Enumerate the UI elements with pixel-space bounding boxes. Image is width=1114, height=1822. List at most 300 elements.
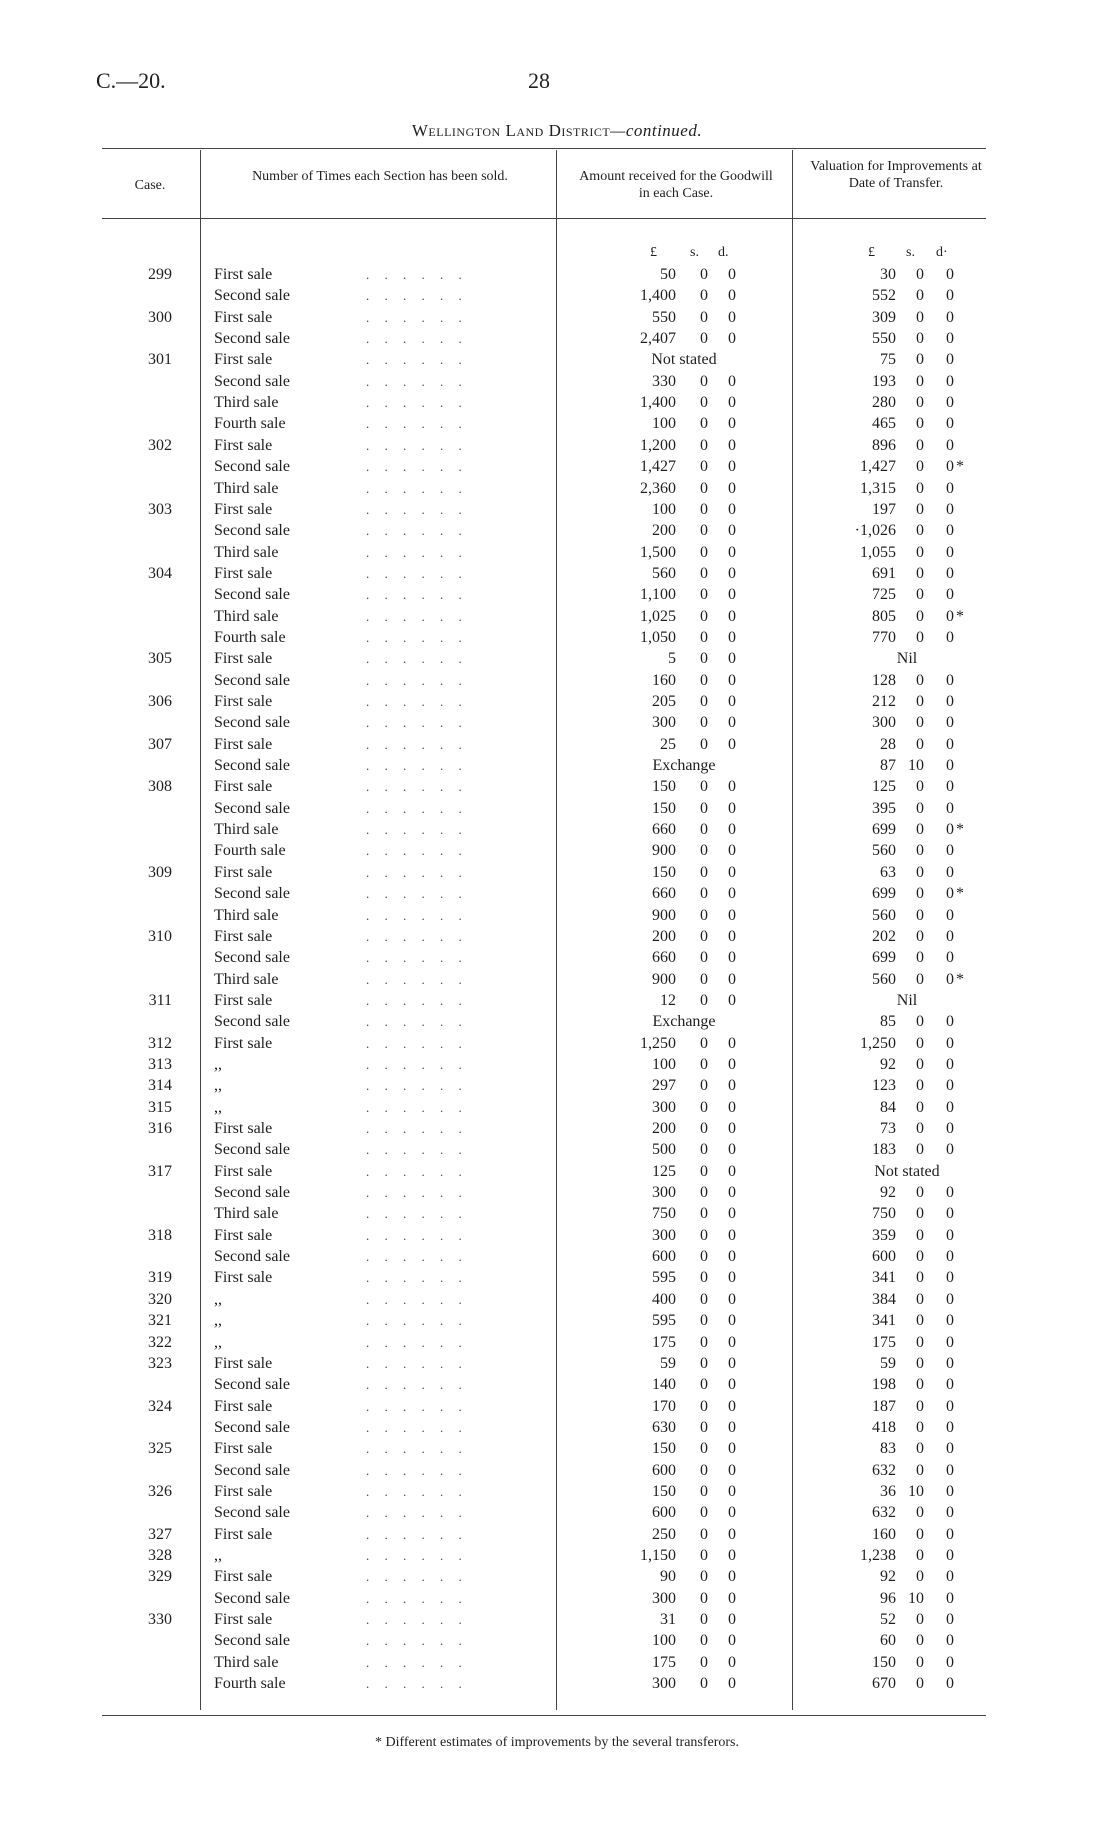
leader-dots: . . . . . . xyxy=(366,1505,468,1521)
valuation-pounds: 550 xyxy=(872,330,896,348)
valuation-pence: 0 xyxy=(946,799,954,817)
footnote: * Different estimates of improvements by the several transferors. xyxy=(374,1735,739,1750)
sale-label: First sale xyxy=(214,1034,273,1052)
goodwill-pounds: 200 xyxy=(652,927,676,945)
leader-dots: . . . . . . xyxy=(366,437,468,453)
goodwill-pounds: 900 xyxy=(652,906,676,924)
table-row xyxy=(0,1481,1114,1502)
sale-label: Third sale xyxy=(214,1653,279,1671)
valuation-shillings: 0 xyxy=(916,330,924,348)
valuation-pence: 0 xyxy=(946,1482,954,1500)
goodwill-shillings: 0 xyxy=(700,458,708,476)
goodwill-pounds: 550 xyxy=(652,308,676,326)
valuation-shillings: 0 xyxy=(916,1354,924,1372)
valuation-shillings: 0 xyxy=(916,1547,924,1564)
valuation-pounds: 418 xyxy=(872,1418,896,1436)
goodwill-pence: 0 xyxy=(728,1547,736,1564)
leader-dots: . . . . . . xyxy=(366,1014,468,1030)
goodwill-pence: 0 xyxy=(728,308,736,326)
title-text: Wellington Land District xyxy=(411,121,611,140)
goodwill-pence: 0 xyxy=(728,1120,736,1137)
goodwill-pence: 0 xyxy=(728,1589,736,1607)
valuation-pence: 0 xyxy=(946,1589,954,1607)
valuation-shillings: 0 xyxy=(916,1141,924,1159)
table-row xyxy=(0,1033,1114,1054)
valuation-shillings: 0 xyxy=(916,1504,924,1522)
leader-dots: . . . . . . xyxy=(366,1654,468,1670)
goodwill-note: Exchange xyxy=(652,757,716,775)
table-row xyxy=(0,776,1114,797)
leader-dots: . . . . . . xyxy=(366,608,468,624)
goodwill-pounds: 125 xyxy=(652,1162,676,1180)
valuation-pounds: 309 xyxy=(872,308,896,326)
table-row xyxy=(0,1310,1114,1331)
valuation-shillings: 0 xyxy=(916,479,924,497)
goodwill-pence: 0 xyxy=(728,1504,736,1522)
table-row xyxy=(0,1097,1114,1118)
case-number: 299 xyxy=(148,266,172,283)
table-row xyxy=(0,435,1114,456)
goodwill-pence: 0 xyxy=(728,693,736,710)
valuation-pence: 0 xyxy=(946,436,954,454)
goodwill-shillings: 0 xyxy=(700,479,708,497)
sale-label: First sale xyxy=(214,991,273,1009)
leader-dots: . . . . . . xyxy=(366,373,468,389)
leader-dots: . . . . . . xyxy=(366,1590,468,1606)
valuation-pence: 0 xyxy=(946,1120,954,1137)
sale-label: First sale xyxy=(214,266,273,283)
goodwill-pounds: 600 xyxy=(652,1461,676,1479)
goodwill-unit-shillings: s. xyxy=(690,245,699,260)
case-number: 328 xyxy=(148,1547,172,1564)
valuation-shillings: 0 xyxy=(916,1269,924,1287)
goodwill-shillings: 0 xyxy=(700,970,708,988)
goodwill-pounds: 300 xyxy=(652,1675,676,1693)
goodwill-shillings: 0 xyxy=(700,863,708,881)
goodwill-pounds: 59 xyxy=(660,1354,676,1372)
goodwill-pence: 0 xyxy=(728,1653,736,1671)
goodwill-shillings: 0 xyxy=(700,1611,708,1629)
goodwill-pounds: 31 xyxy=(660,1611,676,1629)
leader-dots: . . . . . . xyxy=(366,1313,468,1329)
valuation-pence: 0 xyxy=(946,586,954,604)
title-suffix: —continued. xyxy=(610,121,703,140)
goodwill-pounds: 250 xyxy=(652,1525,676,1543)
sale-label: Second sale xyxy=(214,885,290,903)
valuation-shillings: 0 xyxy=(916,970,924,988)
leader-dots: . . . . . . xyxy=(366,1291,468,1307)
valuation-shillings: 0 xyxy=(916,1077,924,1095)
goodwill-unit-pounds: £ xyxy=(650,245,657,260)
goodwill-shillings: 0 xyxy=(700,1376,708,1394)
case-number: 321 xyxy=(148,1312,172,1330)
valuation-shillings: 10 xyxy=(908,757,924,775)
column-header-case: Case. xyxy=(134,178,166,193)
valuation-pounds: 183 xyxy=(872,1141,896,1159)
table-row xyxy=(0,969,1114,990)
sale-label: Third sale xyxy=(214,970,279,988)
valuation-pounds: 300 xyxy=(872,714,896,732)
leader-dots: . . . . . . xyxy=(366,459,468,475)
goodwill-pounds: 200 xyxy=(652,1120,676,1137)
valuation-pounds: 92 xyxy=(880,1184,896,1202)
leader-dots: . . . . . . xyxy=(366,480,468,496)
valuation-unit-pounds: £ xyxy=(868,245,875,260)
valuation-pounds: 699 xyxy=(872,885,896,903)
footnote-marker: * xyxy=(956,885,964,903)
sale-label: ,, xyxy=(214,1055,222,1073)
valuation-shillings: 0 xyxy=(916,522,924,540)
valuation-shillings: 0 xyxy=(916,543,924,561)
goodwill-pence: 0 xyxy=(728,1568,736,1586)
goodwill-pounds: 660 xyxy=(652,949,676,967)
valuation-pence: 0 xyxy=(946,1098,954,1116)
valuation-pence: 0 xyxy=(946,1248,954,1266)
case-number: 327 xyxy=(148,1525,172,1543)
leader-dots: . . . . . . xyxy=(366,651,468,667)
valuation-pounds: 560 xyxy=(872,842,896,860)
goodwill-note: Exchange xyxy=(652,1013,716,1031)
leader-dots: . . . . . . xyxy=(366,886,468,902)
goodwill-pence: 0 xyxy=(728,607,736,625)
goodwill-shillings: 0 xyxy=(700,1120,708,1137)
case-number: 311 xyxy=(148,991,172,1009)
goodwill-pence: 0 xyxy=(728,735,736,753)
leader-dots: . . . . . . xyxy=(366,1056,468,1072)
goodwill-pounds: 25 xyxy=(660,735,676,753)
valuation-pence: 0 xyxy=(946,863,954,881)
goodwill-shillings: 0 xyxy=(700,415,708,433)
goodwill-pence: 0 xyxy=(728,842,736,860)
goodwill-pounds: 600 xyxy=(652,1504,676,1522)
goodwill-shillings: 0 xyxy=(700,1226,708,1244)
goodwill-pounds: 100 xyxy=(652,500,676,518)
goodwill-pounds: 150 xyxy=(652,778,676,796)
goodwill-shillings: 0 xyxy=(700,564,708,582)
leader-dots: . . . . . . xyxy=(366,1526,468,1542)
table-row xyxy=(0,1353,1114,1374)
leader-dots: . . . . . . xyxy=(366,971,468,987)
sale-label: Fourth sale xyxy=(214,415,286,433)
header-bottom-rule xyxy=(102,218,986,219)
valuation-shillings: 0 xyxy=(916,586,924,604)
case-number: 306 xyxy=(148,693,172,710)
goodwill-shillings: 0 xyxy=(700,949,708,967)
goodwill-shillings: 0 xyxy=(700,1568,708,1586)
goodwill-pence: 0 xyxy=(728,821,736,839)
table-row xyxy=(0,926,1114,947)
goodwill-pounds: 150 xyxy=(652,1482,676,1500)
case-number: 330 xyxy=(148,1611,172,1629)
sale-label: Second sale xyxy=(214,799,290,817)
valuation-pounds: 60 xyxy=(880,1632,896,1650)
leader-dots: . . . . . . xyxy=(366,672,468,688)
leader-dots: . . . . . . xyxy=(366,1227,468,1243)
case-number: 300 xyxy=(148,308,172,326)
valuation-shillings: 0 xyxy=(916,1525,924,1543)
valuation-note: Not stated xyxy=(874,1162,940,1180)
sale-label: Second sale xyxy=(214,330,290,348)
leader-dots: . . . . . . xyxy=(366,267,468,282)
goodwill-shillings: 0 xyxy=(700,1653,708,1671)
goodwill-shillings: 0 xyxy=(700,1162,708,1180)
valuation-pence: 0 xyxy=(946,1354,954,1372)
valuation-pence: 0 xyxy=(946,970,954,988)
valuation-shillings: 0 xyxy=(916,394,924,412)
table-row xyxy=(0,1374,1114,1395)
goodwill-pence: 0 xyxy=(728,991,736,1009)
valuation-pence: 0 xyxy=(946,522,954,540)
goodwill-shillings: 0 xyxy=(700,266,708,283)
valuation-pounds: 896 xyxy=(872,436,896,454)
sale-label: First sale xyxy=(214,1440,273,1458)
valuation-shillings: 0 xyxy=(916,372,924,390)
leader-dots: . . . . . . xyxy=(366,907,468,923)
table-row xyxy=(0,1161,1114,1182)
valuation-shillings: 0 xyxy=(916,1290,924,1308)
sale-label: Second sale xyxy=(214,1248,290,1266)
goodwill-shillings: 0 xyxy=(700,693,708,710)
goodwill-shillings: 0 xyxy=(700,1482,708,1500)
table-row xyxy=(0,1246,1114,1267)
goodwill-pence: 0 xyxy=(728,415,736,433)
valuation-shillings: 10 xyxy=(908,1589,924,1607)
goodwill-pence: 0 xyxy=(728,458,736,476)
goodwill-pence: 0 xyxy=(728,500,736,518)
goodwill-shillings: 0 xyxy=(700,885,708,903)
goodwill-shillings: 0 xyxy=(700,1333,708,1351)
leader-dots: . . . . . . xyxy=(366,843,468,859)
valuation-shillings: 0 xyxy=(916,1034,924,1052)
goodwill-pounds: 300 xyxy=(652,1098,676,1116)
goodwill-pence: 0 xyxy=(728,885,736,903)
table-row xyxy=(0,627,1114,648)
goodwill-pounds: 1,400 xyxy=(640,287,676,305)
valuation-pence: 0 xyxy=(946,735,954,753)
goodwill-pence: 0 xyxy=(728,1397,736,1415)
valuation-pence: 0 xyxy=(946,842,954,860)
leader-dots: . . . . . . xyxy=(366,736,468,752)
goodwill-pounds: 297 xyxy=(652,1077,676,1095)
goodwill-pence: 0 xyxy=(728,628,736,646)
table-row xyxy=(0,1460,1114,1481)
goodwill-pounds: 1,200 xyxy=(640,436,676,454)
sale-label: First sale xyxy=(214,564,273,582)
case-number: 326 xyxy=(148,1482,172,1500)
valuation-pence: 0 xyxy=(946,1504,954,1522)
valuation-pounds: 699 xyxy=(872,949,896,967)
valuation-shillings: 0 xyxy=(916,885,924,903)
sale-label: First sale xyxy=(214,436,273,454)
sale-label: Second sale xyxy=(214,586,290,604)
leader-dots: . . . . . . xyxy=(366,565,468,581)
goodwill-pounds: 660 xyxy=(652,885,676,903)
goodwill-shillings: 0 xyxy=(700,842,708,860)
goodwill-pounds: 1,150 xyxy=(640,1547,676,1564)
table-row xyxy=(0,1075,1114,1096)
valuation-pounds: 85 xyxy=(880,1013,896,1031)
valuation-pence: 0 xyxy=(946,1312,954,1330)
goodwill-pence: 0 xyxy=(728,479,736,497)
leader-dots: . . . . . . xyxy=(366,928,468,944)
goodwill-pence: 0 xyxy=(728,1141,736,1159)
valuation-pounds: 202 xyxy=(872,927,896,945)
page-number: 28 xyxy=(528,68,550,93)
table-row xyxy=(0,392,1114,413)
page-title xyxy=(0,121,1114,141)
valuation-pence: 0 xyxy=(946,1653,954,1671)
goodwill-pence: 0 xyxy=(728,650,736,668)
goodwill-pence: 0 xyxy=(728,714,736,732)
table-row xyxy=(0,264,1114,285)
valuation-pounds: 465 xyxy=(872,415,896,433)
valuation-pounds: 160 xyxy=(872,1525,896,1543)
sale-label: Third sale xyxy=(214,479,279,497)
valuation-pence: 0 xyxy=(946,372,954,390)
table-row xyxy=(0,734,1114,755)
sale-label: Second sale xyxy=(214,714,290,732)
table-row xyxy=(0,947,1114,968)
goodwill-pence: 0 xyxy=(728,1290,736,1308)
valuation-pounds: 699 xyxy=(872,821,896,839)
sale-label: First sale xyxy=(214,1525,273,1543)
table-row xyxy=(0,691,1114,712)
valuation-shillings: 0 xyxy=(916,906,924,924)
goodwill-pence: 0 xyxy=(728,543,736,561)
footnote-marker: * xyxy=(956,970,964,988)
valuation-shillings: 0 xyxy=(916,693,924,710)
table-row xyxy=(0,862,1114,883)
valuation-pounds: ·1,026 xyxy=(854,522,896,540)
table-row xyxy=(0,1609,1114,1630)
goodwill-pence: 0 xyxy=(728,927,736,945)
case-number: 320 xyxy=(148,1290,172,1308)
valuation-pence: 0 xyxy=(946,479,954,497)
valuation-pounds: 725 xyxy=(872,586,896,604)
sale-label: First sale xyxy=(214,927,273,945)
goodwill-pounds: 150 xyxy=(652,1440,676,1458)
leader-dots: . . . . . . xyxy=(366,864,468,880)
case-number: 301 xyxy=(148,351,172,369)
valuation-shillings: 0 xyxy=(916,863,924,881)
case-number: 329 xyxy=(148,1568,172,1586)
valuation-pence: 0 xyxy=(946,714,954,732)
goodwill-shillings: 0 xyxy=(700,991,708,1009)
table-row xyxy=(0,1118,1114,1139)
valuation-shillings: 0 xyxy=(916,436,924,454)
valuation-pounds: 87 xyxy=(880,757,896,775)
goodwill-pence: 0 xyxy=(728,1525,736,1543)
table-row xyxy=(0,1502,1114,1523)
table-row xyxy=(0,499,1114,520)
valuation-pence: 0 xyxy=(946,1376,954,1394)
goodwill-pounds: 170 xyxy=(652,1397,676,1415)
valuation-pence: 0 xyxy=(946,1290,954,1308)
sale-label: Second sale xyxy=(214,1013,290,1031)
valuation-shillings: 0 xyxy=(916,1418,924,1436)
table-row xyxy=(0,755,1114,776)
goodwill-pounds: 2,360 xyxy=(640,479,676,497)
valuation-pounds: 197 xyxy=(872,500,896,518)
sale-label: Second sale xyxy=(214,458,290,476)
sale-label: ,, xyxy=(214,1547,222,1564)
sale-label: First sale xyxy=(214,1162,273,1180)
goodwill-pounds: 400 xyxy=(652,1290,676,1308)
leader-dots: . . . . . . xyxy=(366,950,468,966)
leader-dots: . . . . . . xyxy=(366,1121,468,1136)
sale-label: ,, xyxy=(214,1333,222,1351)
valuation-pence: 0 xyxy=(946,671,954,689)
valuation-shillings: 0 xyxy=(916,1184,924,1202)
goodwill-pounds: 1,025 xyxy=(640,607,676,625)
valuation-shillings: 10 xyxy=(908,1482,924,1500)
valuation-shillings: 0 xyxy=(916,458,924,476)
leader-dots: . . . . . . xyxy=(366,1142,468,1158)
goodwill-shillings: 0 xyxy=(700,372,708,390)
valuation-pounds: 73 xyxy=(880,1120,896,1137)
goodwill-pence: 0 xyxy=(728,1333,736,1351)
leader-dots: . . . . . . xyxy=(366,331,468,347)
goodwill-pence: 0 xyxy=(728,1248,736,1266)
case-number: 310 xyxy=(148,927,172,945)
goodwill-pence: 0 xyxy=(728,372,736,390)
goodwill-note: Not stated xyxy=(651,351,717,369)
valuation-pounds: 63 xyxy=(880,863,896,881)
table-row xyxy=(0,307,1114,328)
sale-label: Fourth sale xyxy=(214,1675,286,1693)
valuation-pounds: 84 xyxy=(880,1098,896,1116)
valuation-shillings: 0 xyxy=(916,714,924,732)
valuation-shillings: 0 xyxy=(916,1226,924,1244)
valuation-pence: 0 xyxy=(946,1184,954,1202)
valuation-shillings: 0 xyxy=(916,1675,924,1693)
goodwill-pence: 0 xyxy=(728,330,736,348)
goodwill-shillings: 0 xyxy=(700,1077,708,1095)
valuation-pounds: 560 xyxy=(872,970,896,988)
case-number: 317 xyxy=(148,1162,172,1180)
column-header-valuation: Valuation for Improvements at Date of Transfer. xyxy=(810,159,982,191)
valuation-pence: 0 xyxy=(946,1568,954,1586)
valuation-pence: 0 xyxy=(946,1440,954,1458)
document-reference: C.—20. xyxy=(96,68,166,93)
leader-dots: . . . . . . xyxy=(366,822,468,838)
valuation-pence: 0 xyxy=(946,1525,954,1543)
case-number: 307 xyxy=(148,735,172,753)
goodwill-shillings: 0 xyxy=(700,1589,708,1607)
valuation-pence: 0 xyxy=(946,543,954,561)
goodwill-pounds: 205 xyxy=(652,693,676,710)
valuation-note: Nil xyxy=(896,991,918,1009)
valuation-pounds: 359 xyxy=(872,1226,896,1244)
sale-label: First sale xyxy=(214,1397,273,1415)
valuation-unit-shillings: s. xyxy=(906,245,915,260)
goodwill-shillings: 0 xyxy=(700,1312,708,1330)
valuation-pence: 0 xyxy=(946,693,954,710)
valuation-shillings: 0 xyxy=(916,564,924,582)
sale-label: ,, xyxy=(214,1077,222,1095)
goodwill-pence: 0 xyxy=(728,1418,736,1436)
valuation-shillings: 0 xyxy=(916,735,924,753)
goodwill-pounds: 12 xyxy=(660,991,676,1009)
goodwill-shillings: 0 xyxy=(700,1098,708,1116)
goodwill-pence: 0 xyxy=(728,564,736,582)
goodwill-pounds: 750 xyxy=(652,1205,676,1223)
leader-dots: . . . . . . xyxy=(366,523,468,539)
valuation-pounds: 150 xyxy=(872,1653,896,1671)
goodwill-pence: 0 xyxy=(728,799,736,817)
leader-dots: . . . . . . xyxy=(366,1548,468,1563)
goodwill-shillings: 0 xyxy=(700,714,708,732)
